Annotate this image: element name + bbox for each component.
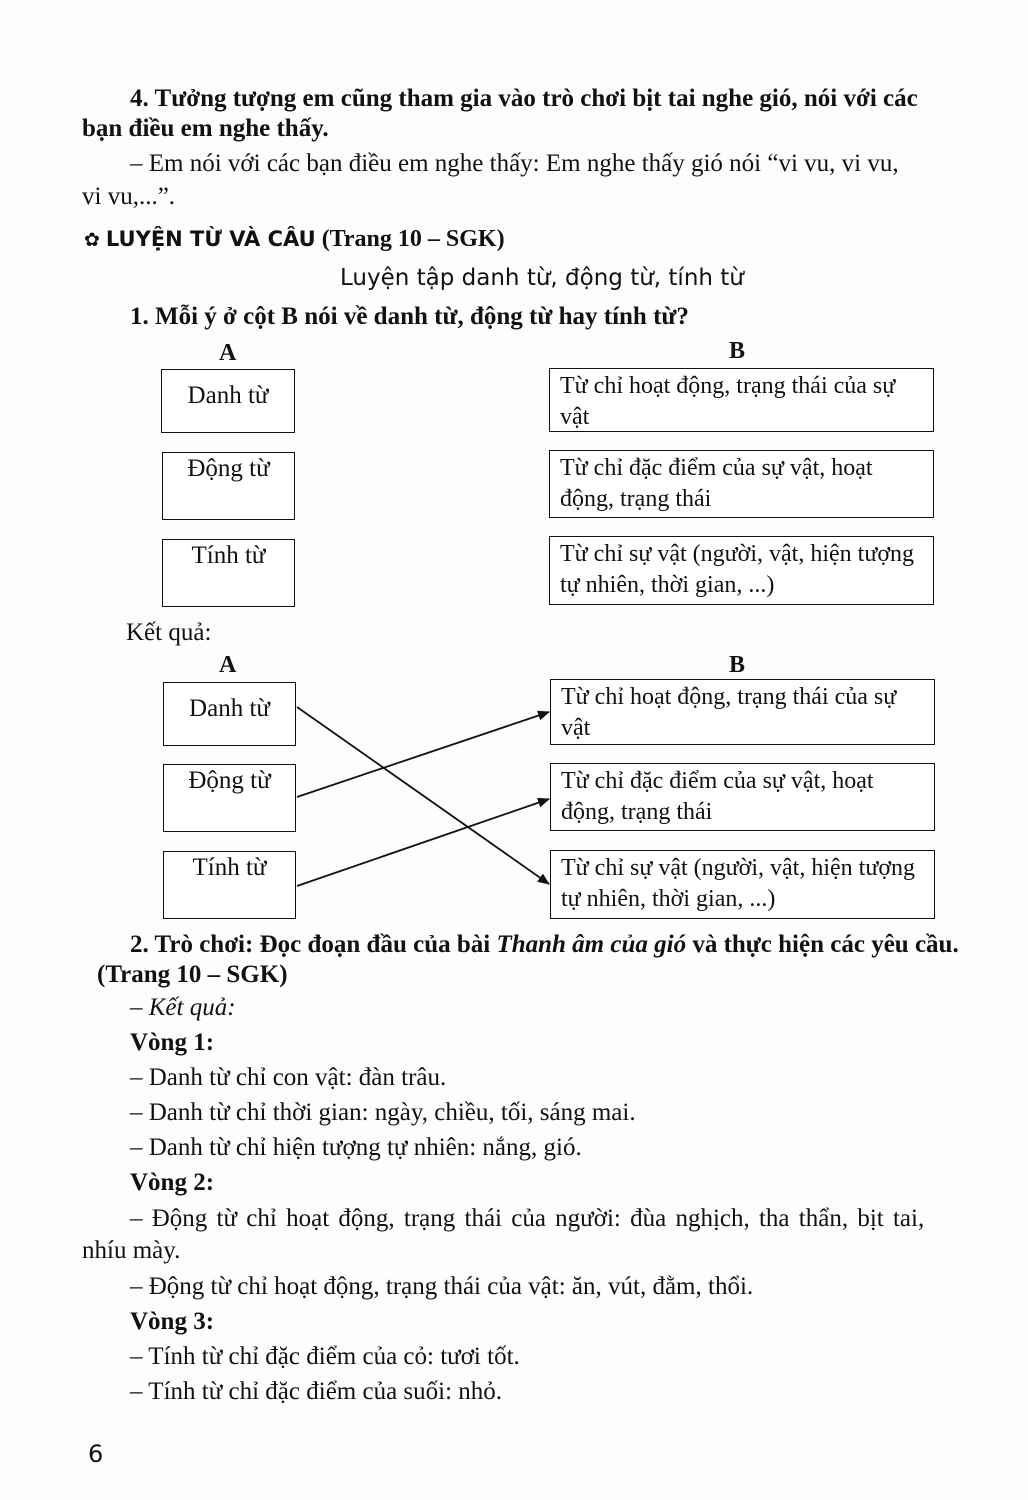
col-a-text: Danh từ <box>189 695 270 722</box>
page-number: 6 <box>88 1440 104 1468</box>
col-a-text: Danh từ <box>187 382 269 409</box>
result-col-b-label: B <box>729 652 746 678</box>
arrow-tinh-tu <box>297 799 549 886</box>
col-b-text: Từ chỉ sự vật (người, vật, hiện tượng tự nhiên, thời gian, ...) <box>560 541 915 598</box>
col-a-text: Động từ <box>188 767 271 794</box>
col-b-text: Từ chỉ đặc điểm của sự vật, hoạt động, trạng thái <box>560 455 873 512</box>
section-title: LUYỆN TỪ VÀ CÂU <box>105 227 316 251</box>
q4-answer-line1: – Em nói với các bạn điều em nghe thấy: Em nghe thấy gió nói “vi vu, vi vu, <box>130 150 899 177</box>
q2-question-ref: (Trang 10 – SGK) <box>97 961 288 988</box>
flower-icon: ✿ <box>84 229 100 251</box>
col-b-text: Từ chỉ đặc điểm của sự vật, hoạt động, trạng thái <box>561 768 874 825</box>
section-subtitle: Luyện tập danh từ, động từ, tính từ <box>340 265 744 291</box>
q1-result-label: Kết quả: <box>126 619 212 646</box>
arrow-dong-tu <box>297 712 549 797</box>
col-a-label: A <box>219 340 237 366</box>
col-a-text: Tính từ <box>191 542 266 569</box>
result-col-a-label: A <box>219 652 237 678</box>
q2-question-prefix: 2. Trò chơi: Đọc đoạn đầu của bài <box>130 931 497 958</box>
q1-question: 1. Mỗi ý ở cột B nói về danh từ, động từ hay tính từ? <box>130 303 689 330</box>
round-2-item: – Động từ chỉ hoạt động, trạng thái của người: đùa nghịch, tha thẩn, bịt tai, <box>130 1205 925 1232</box>
round-3-item: – Tính từ chỉ đặc điểm của suối: nhỏ. <box>130 1378 503 1405</box>
col-b-text: Từ chỉ sự vật (người, vật, hiện tượng tự nhiên, thời gian, ...) <box>561 855 916 912</box>
q4-question-line2: bạn điều em nghe thấy. <box>82 115 329 142</box>
col-a-text: Tính từ <box>192 854 267 881</box>
q2-question-suffix: và thực hiện các yêu cầu. <box>686 931 959 958</box>
q4-question-line1: 4. Tưởng tượng em cũng tham gia vào trò chơi bịt tai nghe gió, nói với các <box>130 85 918 112</box>
round-1-title: Vòng 1: <box>130 1029 215 1056</box>
q2-result-label: – Kết quả: <box>130 994 236 1021</box>
section-ref: (Trang 10 – SGK) <box>321 226 505 252</box>
round-2-title: Vòng 2: <box>130 1169 215 1196</box>
q2-question-title: Thanh âm của gió <box>496 931 687 958</box>
round-3-item: – Tính từ chỉ đặc điểm của cỏ: tươi tốt. <box>130 1343 520 1370</box>
q4-answer-line2: vi vu,...”. <box>82 183 176 210</box>
round-1-item: – Danh từ chỉ con vật: đàn trâu. <box>130 1064 447 1091</box>
round-2-item: nhíu mày. <box>82 1237 181 1264</box>
round-1-item: – Danh từ chỉ thời gian: ngày, chiều, tối, sáng mai. <box>130 1099 636 1126</box>
round-3-title: Vòng 3: <box>130 1308 215 1335</box>
col-a-text: Động từ <box>187 455 270 482</box>
col-b-text: Từ chỉ hoạt động, trạng thái của sự vật <box>560 373 896 430</box>
round-1-item: – Danh từ chỉ hiện tượng tự nhiên: nắng, gió. <box>130 1134 582 1161</box>
col-b-label: B <box>729 338 746 364</box>
q2-question <box>130 930 959 960</box>
round-2-item: – Động từ chỉ hoạt động, trạng thái của vật: ăn, vút, đằm, thổi. <box>130 1273 754 1300</box>
col-b-text: Từ chỉ hoạt động, trạng thái của sự vật <box>561 684 897 741</box>
arrow-danh-tu <box>297 707 549 884</box>
